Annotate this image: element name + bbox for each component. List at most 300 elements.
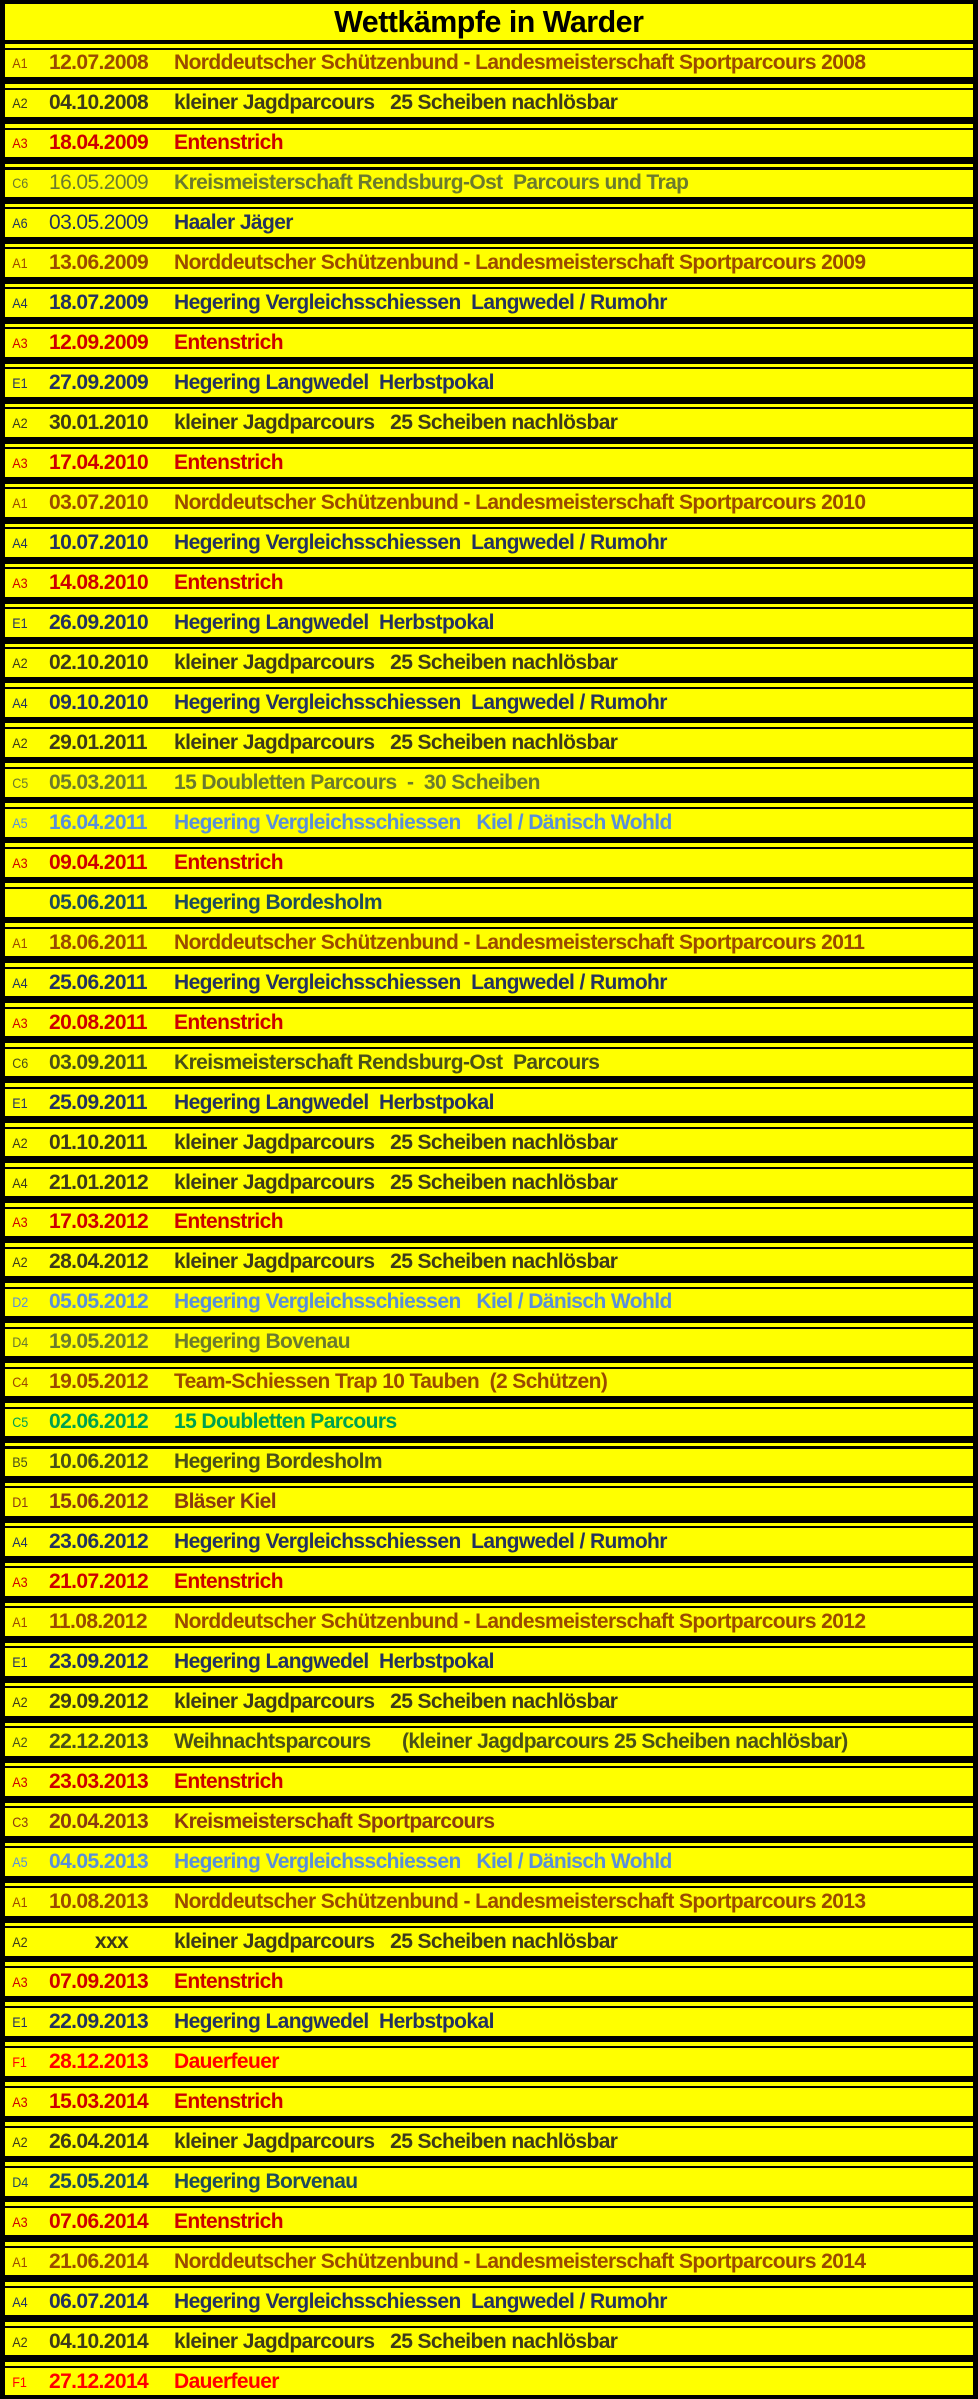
event-code: A2 [12,1134,28,1151]
event-row [0,2358,978,2398]
event-row [0,400,978,440]
event-row [0,1839,978,1879]
event-date: 03.05.2009 [49,211,149,235]
event-cell [5,1169,973,1197]
event-description: Hegering Vergleichsschiessen Kiel / Dänisch Wohld [174,1290,672,1314]
event-date: 16.04.2011 [49,810,147,834]
event-cell [5,2248,973,2276]
row-separator-band [5,404,973,408]
event-code: A1 [12,1893,28,1910]
event-code: A4 [12,295,28,312]
event-row [0,200,978,240]
event-code: E1 [12,2013,28,2030]
event-cell [5,1888,973,1916]
event-row [0,839,978,879]
event-code: F1 [12,2053,27,2070]
event-row [0,1639,978,1679]
event-date: 27.09.2009 [49,371,149,395]
event-code: A5 [12,1853,28,1870]
event-code: E1 [12,1654,28,1671]
event-description: Norddeutscher Schützenbund - Landesmeisterschaft Sportparcours 2014 [174,2249,866,2273]
event-row [0,1879,978,1919]
event-date: 05.05.2012 [49,1290,149,1314]
event-row [0,999,978,1039]
event-row [0,360,978,400]
event-cell [5,1688,973,1716]
event-date: 09.04.2011 [49,850,147,874]
row-separator-band [5,2002,973,2006]
event-row [0,1719,978,1759]
event-row [0,2318,978,2358]
event-code: A3 [12,574,28,591]
event-date: xxx [94,1929,129,1953]
event-date: 30.01.2010 [49,411,149,435]
row-separator-band [5,204,973,208]
row-separator-band [5,2202,973,2206]
event-date: 20.08.2011 [49,1010,147,1034]
event-description: kleiner Jagdparcours 25 Scheiben nachlösbar [174,411,618,435]
event-code: A3 [12,2093,28,2110]
event-row [0,80,978,120]
event-date: 05.06.2011 [49,890,147,914]
event-code: A1 [12,55,28,72]
event-row [0,1559,978,1599]
event-row [0,2238,978,2278]
event-description: Norddeutscher Schützenbund - Landesmeisterschaft Sportparcours 2008 [174,51,866,75]
event-description: Entenstrich [174,1010,283,1034]
event-code: A3 [12,1973,28,1990]
event-row [0,1679,978,1719]
event-code: A1 [12,934,28,951]
event-row [0,40,978,80]
event-cell [5,1968,973,1996]
row-separator-band [5,564,973,568]
event-cell [5,1369,973,1397]
event-row [0,600,978,640]
event-description: Hegering Langwedel Herbstpokal [174,371,494,395]
event-date: 07.09.2013 [49,1969,149,1993]
event-row [0,959,978,999]
event-cell [5,1249,973,1277]
event-date: 11.08.2012 [49,1610,147,1634]
event-description: Hegering Bordesholm [174,1450,382,1474]
event-cell [5,209,973,237]
event-description: Weihnachtsparcours (kleiner Jagdparcours 25 Scheiben nachlösbar) [174,1730,848,1754]
event-date: 20.04.2013 [49,1810,149,1833]
event-date: 22.12.2013 [49,1730,149,1754]
event-cell [5,130,973,158]
event-description: kleiner Jagdparcours 25 Scheiben nachlösbar [174,730,618,754]
event-description: Norddeutscher Schützenbund - Landesmeisterschaft Sportparcours 2012 [174,1610,866,1634]
event-date: 25.06.2011 [49,970,147,994]
event-code: A1 [12,495,28,512]
event-row [0,440,978,480]
event-code: A4 [12,1534,28,1551]
event-description: Hegering Vergleichsschiessen Langwedel / Rumohr [174,1530,667,1554]
event-cell [5,609,973,637]
row-separator-band [5,683,973,687]
event-cell [5,529,973,557]
event-cell [5,889,973,917]
event-cell [5,1848,973,1876]
event-cell [5,1209,973,1237]
event-description: Dauerfeuer [174,2369,279,2393]
row-separator-band [5,1603,973,1607]
event-description: kleiner Jagdparcours 25 Scheiben nachlösbar [174,2129,618,2153]
event-code: A2 [12,1734,28,1751]
row-separator-band [5,1643,973,1647]
event-description: Norddeutscher Schützenbund - Landesmeisterschaft Sportparcours 2010 [174,491,866,515]
row-separator-band [5,1923,973,1927]
event-code: A2 [12,654,28,671]
row-separator-band [5,1723,973,1727]
event-code: A3 [12,1214,28,1231]
row-separator-band [5,1563,973,1567]
row-separator-band [5,284,973,288]
event-date: 15.03.2014 [49,2089,149,2113]
event-date: 29.09.2012 [49,1690,149,1714]
event-description: Hegering Vergleichsschiessen Langwedel / Rumohr [174,690,667,714]
event-cell [5,769,973,797]
event-code: D2 [12,1294,29,1311]
event-date: 23.09.2012 [49,1650,149,1674]
event-cell [5,649,973,677]
event-code: A3 [12,1574,28,1591]
event-date: 29.01.2011 [49,730,147,754]
event-cell [5,2168,973,2196]
event-cell [5,289,973,317]
event-code: A2 [12,2333,28,2350]
event-row [0,280,978,320]
event-code: A6 [12,215,28,232]
row-separator-band [5,364,973,368]
event-code: A5 [12,814,28,831]
event-description: Entenstrich [174,1770,283,1794]
event-description: Entenstrich [174,850,283,874]
event-date: 03.09.2011 [49,1050,147,1074]
event-cell [5,689,973,717]
event-code: C5 [12,774,29,791]
event-description: Haaler Jäger [174,211,293,235]
event-row [0,919,978,959]
event-description: Hegering Bordesholm [174,890,382,914]
event-code: D1 [12,1494,29,1511]
row-separator-band [5,524,973,528]
event-date: 12.09.2009 [49,331,149,355]
row-separator-band [5,2322,973,2326]
event-cell [5,2328,973,2356]
row-separator-band [5,1203,973,1207]
event-row [0,480,978,520]
event-description: 15 Doubletten Parcours [174,1410,397,1434]
event-code: C6 [12,1054,29,1071]
event-code: A2 [12,734,28,751]
event-code: A3 [12,1014,28,1031]
event-description: Kreismeisterschaft Sportparcours [174,1810,495,1833]
event-date: 16.05.2009 [49,171,149,195]
event-date: 18.07.2009 [49,291,149,315]
event-cell [5,1449,973,1477]
event-row [0,1759,978,1799]
event-date: 04.10.2014 [49,2329,149,2353]
event-cell [5,2368,973,2396]
event-cell [5,849,973,877]
event-code: C6 [12,175,29,192]
event-description: Hegering Langwedel Herbstpokal [174,1090,494,1114]
event-cell [5,409,973,437]
event-cell [5,809,973,837]
event-date: 15.06.2012 [49,1490,149,1514]
event-description: Norddeutscher Schützenbund - Landesmeisterschaft Sportparcours 2013 [174,1889,866,1913]
event-date: 21.01.2012 [49,1170,149,1194]
event-row [0,1919,978,1959]
event-cell [5,1928,973,1956]
event-cell [5,329,973,357]
event-date: 22.09.2013 [49,2009,149,2033]
event-row [0,640,978,680]
row-separator-band [5,803,973,807]
row-separator-band [5,1283,973,1287]
event-row [0,1359,978,1399]
event-date: 04.05.2013 [49,1849,149,1873]
event-description: kleiner Jagdparcours 25 Scheiben nachlösbar [174,1690,618,1714]
event-row [0,759,978,799]
row-separator-band [5,1123,973,1127]
event-cell [5,729,973,757]
event-description: kleiner Jagdparcours 25 Scheiben nachlösbar [174,650,618,674]
event-row [0,320,978,360]
event-date: 14.08.2010 [49,570,149,594]
event-code: B5 [12,1454,28,1471]
event-description: Hegering Vergleichsschiessen Kiel / Dänisch Wohld [174,1849,672,1873]
row-separator-band [5,324,973,328]
event-date: 05.03.2011 [49,770,147,794]
event-code: A3 [12,2213,28,2230]
event-date: 26.04.2014 [49,2129,149,2153]
event-cell [5,1808,973,1836]
event-description: Entenstrich [174,2089,283,2113]
event-row [0,2038,978,2078]
event-cell [5,1009,973,1037]
event-code: A3 [12,135,28,152]
row-separator-band [5,2082,973,2086]
event-date: 28.04.2012 [49,1250,149,1274]
event-date: 04.10.2008 [49,91,149,115]
event-description: Hegering Vergleichsschiessen Langwedel / Rumohr [174,531,667,554]
row-separator-band [5,1843,973,1847]
row-separator-band [5,2042,973,2046]
row-separator-band [5,1803,973,1807]
event-description: Entenstrich [174,451,283,475]
event-description: Norddeutscher Schützenbund - Landesmeisterschaft Sportparcours 2011 [174,930,865,954]
event-date: 25.09.2011 [49,1090,147,1114]
event-date: 26.09.2010 [49,610,149,634]
row-separator-band [5,84,973,88]
event-date: 19.05.2012 [49,1330,149,1354]
row-separator-band [5,644,973,648]
event-date: 23.03.2013 [49,1770,149,1794]
event-code: A4 [12,694,28,711]
row-separator-band [5,164,973,168]
event-code: A3 [12,1774,28,1791]
event-description: Hegering Vergleichsschiessen Langwedel / Rumohr [174,970,667,994]
event-code: D4 [12,1334,29,1351]
event-description: Hegering Langwedel Herbstpokal [174,2009,494,2033]
event-row [0,1959,978,1999]
event-code: C3 [12,1814,29,1830]
row-separator-band [5,1962,973,1966]
event-row [0,1039,978,1079]
event-date: 25.05.2014 [49,2169,149,2193]
event-date: 12.07.2008 [49,51,149,75]
event-date: 02.06.2012 [49,1410,149,1434]
event-description: Kreismeisterschaft Rendsburg-Ost Parcours und Trap [174,171,689,195]
event-code: A3 [12,455,28,472]
event-row [0,1399,978,1439]
event-cell [5,1049,973,1077]
row-separator-band [5,923,973,927]
event-code: A2 [12,1933,28,1950]
row-separator-band [5,1483,973,1487]
event-description: Entenstrich [174,2209,283,2233]
event-cell [5,50,973,78]
event-row [0,1279,978,1319]
event-date: 10.07.2010 [49,531,149,554]
event-date: 06.07.2014 [49,2289,149,2313]
event-description: kleiner Jagdparcours 25 Scheiben nachlösbar [174,1130,618,1154]
row-separator-band [5,1083,973,1087]
event-code: C5 [12,1414,29,1431]
event-description: 15 Doubletten Parcours - 30 Scheiben [174,770,540,794]
event-row [0,719,978,759]
event-cell [5,1329,973,1357]
event-description: kleiner Jagdparcours 25 Scheiben nachlösbar [174,1250,618,1274]
event-cell [5,369,973,397]
event-row [0,1319,978,1359]
event-row [0,2118,978,2158]
row-separator-band [5,444,973,448]
event-description: kleiner Jagdparcours 25 Scheiben nachlösbar [174,91,618,115]
event-description: Dauerfeuer [174,2049,279,2073]
row-separator-band [5,1243,973,1247]
event-date: 19.05.2012 [49,1370,149,1394]
event-cell [5,569,973,597]
event-code: A4 [12,1174,28,1191]
event-cell [5,969,973,997]
event-code: E1 [12,375,28,392]
row-separator-band [5,1763,973,1767]
event-cell [5,1409,973,1437]
event-row [0,1998,978,2038]
event-row [0,160,978,200]
row-separator-band [5,883,973,887]
event-description: Hegering Vergleichsschiessen Kiel / Dänisch Wohld [174,810,672,834]
event-date: 09.10.2010 [49,690,149,714]
event-description: Hegering Vergleichsschiessen Langwedel / Rumohr [174,291,667,315]
events-list [0,40,978,2398]
row-separator-band [5,1003,973,1007]
event-code: A2 [12,1694,28,1711]
event-date: 01.10.2011 [49,1130,147,1154]
event-cell [5,489,973,517]
event-code: C4 [12,1374,29,1391]
event-row [0,560,978,600]
event-date: 18.06.2011 [49,930,147,954]
event-cell [5,249,973,277]
event-row [0,520,978,560]
event-description: Entenstrich [174,1210,283,1234]
row-separator-band [5,244,973,248]
event-row [0,2158,978,2198]
event-row [0,1599,978,1639]
event-description: Hegering Langwedel Herbstpokal [174,610,494,634]
event-row [0,799,978,839]
event-cell [5,170,973,198]
event-description: Hegering Bovenau [174,1330,350,1354]
event-date: 17.03.2012 [49,1210,149,1234]
event-row [0,1239,978,1279]
event-row [0,2278,978,2318]
event-date: 18.04.2009 [49,131,149,155]
event-code: A1 [12,255,28,272]
row-separator-band [5,1523,973,1527]
event-code: A3 [12,854,28,871]
event-date: 02.10.2010 [49,650,149,674]
event-row [0,2078,978,2118]
row-separator-band [5,963,973,967]
event-code: E1 [12,1094,28,1111]
event-cell [5,929,973,957]
event-description: Entenstrich [174,331,283,355]
event-cell [5,1289,973,1317]
event-code: A4 [12,974,28,991]
event-row [0,1079,978,1119]
row-separator-band [5,44,973,48]
event-date: 10.06.2012 [49,1450,149,1474]
row-separator-band [5,124,973,128]
event-description: Hegering Langwedel Herbstpokal [174,1650,494,1674]
event-code: E1 [12,614,28,631]
event-description: Norddeutscher Schützenbund - Landesmeisterschaft Sportparcours 2009 [174,251,866,275]
event-row [0,1479,978,1519]
event-description: Bläser Kiel [174,1490,276,1514]
event-row [0,240,978,280]
event-date: 07.06.2014 [49,2209,149,2233]
event-description: Kreismeisterschaft Rendsburg-Ost Parcours [174,1050,600,1074]
page-title: Wettkämpfe in Warder [334,4,644,39]
event-cell [5,2088,973,2116]
event-date: 21.07.2012 [49,1570,149,1594]
event-cell [5,1648,973,1676]
event-code: D4 [12,2173,29,2190]
title-bar [5,4,973,40]
event-cell [5,2008,973,2036]
event-date: 28.12.2013 [49,2049,149,2073]
event-cell [5,90,973,118]
event-row [0,1199,978,1239]
event-description: Entenstrich [174,1570,283,1594]
event-date: 13.06.2009 [49,251,149,275]
event-cell [5,1608,973,1636]
event-row [0,1159,978,1199]
row-separator-band [5,1363,973,1367]
event-row [0,680,978,720]
event-code: A2 [12,1254,28,1271]
event-row [0,1119,978,1159]
row-separator-band [5,484,973,488]
event-description: kleiner Jagdparcours 25 Scheiben nachlösbar [174,1170,618,1194]
event-cell [5,2128,973,2156]
